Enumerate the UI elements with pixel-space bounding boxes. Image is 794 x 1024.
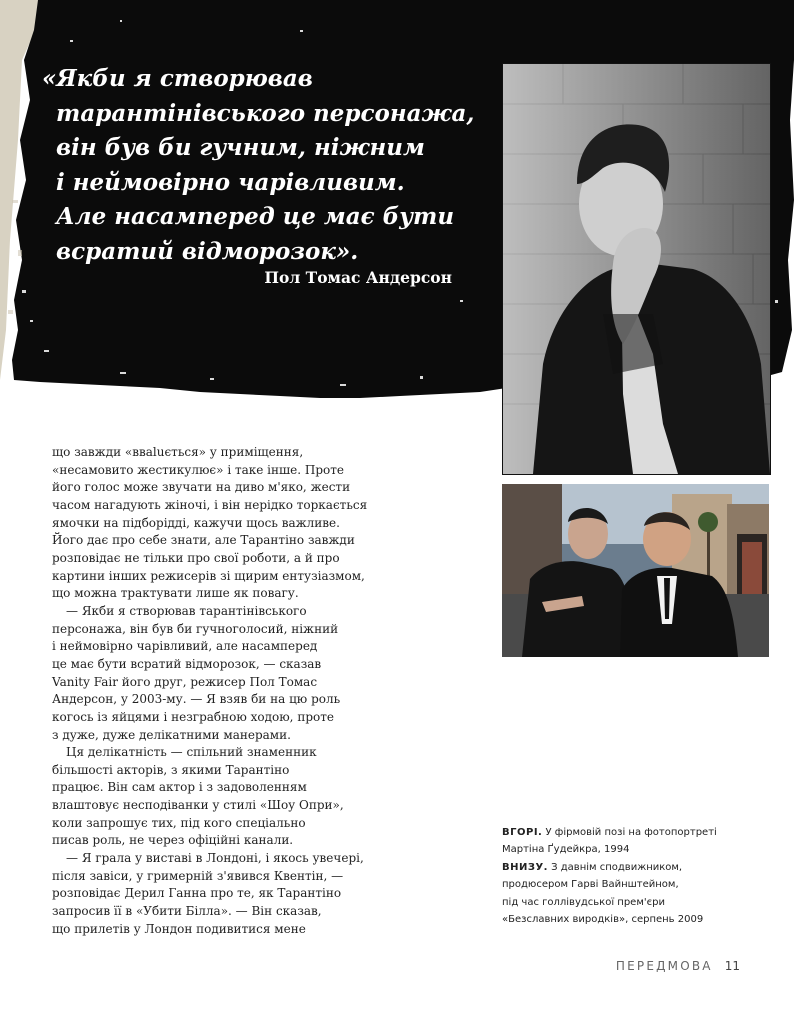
article-body — [52, 444, 368, 938]
body-line: влаштовує несподіванки у стилі «Шоу Опри», — [52, 798, 344, 813]
quote-line: Але насамперед це має бути — [56, 203, 455, 230]
body-line: Його дає про себе знати, але Тарантіно завжди — [52, 533, 355, 548]
body-line: ямочки на підборідді, кажучи щось важливе. — [52, 515, 340, 530]
body-line: розповідає не тільки про свої роботи, а й про — [52, 550, 340, 565]
photo-captions — [502, 824, 752, 928]
quote-line: «Якби я створював — [42, 65, 313, 92]
caption-top-text: У фірмовій позі на фотопортреті — [542, 827, 717, 838]
caption-top-text-2: Мартіна Ґудейкра, 1994 — [502, 844, 630, 856]
body-line: картини інших режисерів зі щирим ентузіазмом, — [52, 568, 365, 583]
quote-line: всратий відморозок». — [56, 237, 359, 265]
body-line: з дуже, дуже делікатними манерами. — [52, 727, 291, 742]
caption-top — [502, 824, 752, 841]
body-line: Ця делікатність — спільний знаменник — [66, 745, 317, 760]
caption-bottom-text: З давнім сподвижником, — [547, 861, 683, 873]
portrait-photo — [502, 63, 771, 475]
body-line: персонажа, він був би гучноголосий, ніжний — [52, 621, 339, 636]
page-footer — [580, 955, 740, 974]
body-line: що завжди «вваluється» у приміщення, — [52, 445, 304, 459]
body-line: — Я грала у виставі в Лондоні, і якось увечері, — [66, 851, 364, 866]
body-line: «несамовито жестикулює» і таке інше. Проте — [52, 462, 345, 477]
caption-bottom-text-3: під час голлівудської прем'єри — [502, 896, 665, 908]
body-line: — Якби я створював тарантінівського — [66, 603, 307, 618]
body-line: це має бути всратий відморозок, — сказав — [52, 656, 322, 671]
quote-line: він був би гучним, ніжним — [56, 134, 425, 161]
body-line: когось із яйцями і незграбною ходою, проте — [52, 709, 334, 724]
page-number: 11 — [724, 959, 740, 973]
body-line: Андерсон, у 2003-му. — Я взяв би на цю роль — [52, 692, 341, 707]
body-line: запросив її в «Убити Білла». — Він сказав, — [52, 904, 322, 919]
body-line: більшості акторів, з якими Тарантіно — [52, 762, 290, 777]
body-line: працює. Він сам актор і з задоволенням — [52, 780, 307, 795]
pull-quote — [42, 62, 475, 269]
body-line: після завіси, у гримерній з'явився Квентін, — — [52, 868, 344, 883]
body-line: і неймовірно чарівливий, але насамперед — [52, 639, 318, 654]
caption-bottom-lead: ВНИЗУ. — [502, 861, 548, 873]
quote-line: тарантінівського персонажа, — [56, 99, 475, 127]
quote-author: Пол Томас Андерсон — [264, 268, 452, 287]
section-title: ПЕРЕДМОВА — [615, 959, 713, 973]
body-line: Vanity Fair його друг, режисер Пол Томас — [52, 674, 318, 689]
body-line: писав роль, не через офіційні канали. — [52, 833, 294, 848]
caption-bottom-text-2: продюсером Гарві Вайнштейном, — [502, 879, 679, 891]
caption-bottom — [502, 859, 752, 876]
caption-bottom-text-4: «Безславних виродків», серпень 2009 — [502, 914, 704, 926]
body-line: що прилетів у Лондон подивитися мене — [52, 921, 306, 936]
body-line: його голос може звучати на диво м'яко, жести — [52, 480, 351, 495]
body-line: коли запрошує тих, під кого спеціально — [52, 815, 306, 830]
body-line: часом нагадують жіночі, і він нерідко торкається — [52, 497, 368, 512]
quote-line: і неймовірно чарівливим. — [56, 168, 405, 196]
body-line: розповідає Дерил Ганна про те, як Тарантіно — [52, 886, 342, 901]
body-line: що можна трактувати лише як повагу. — [52, 586, 299, 601]
caption-top-lead: ВГОРІ. — [502, 827, 543, 838]
premiere-photo — [502, 484, 769, 657]
